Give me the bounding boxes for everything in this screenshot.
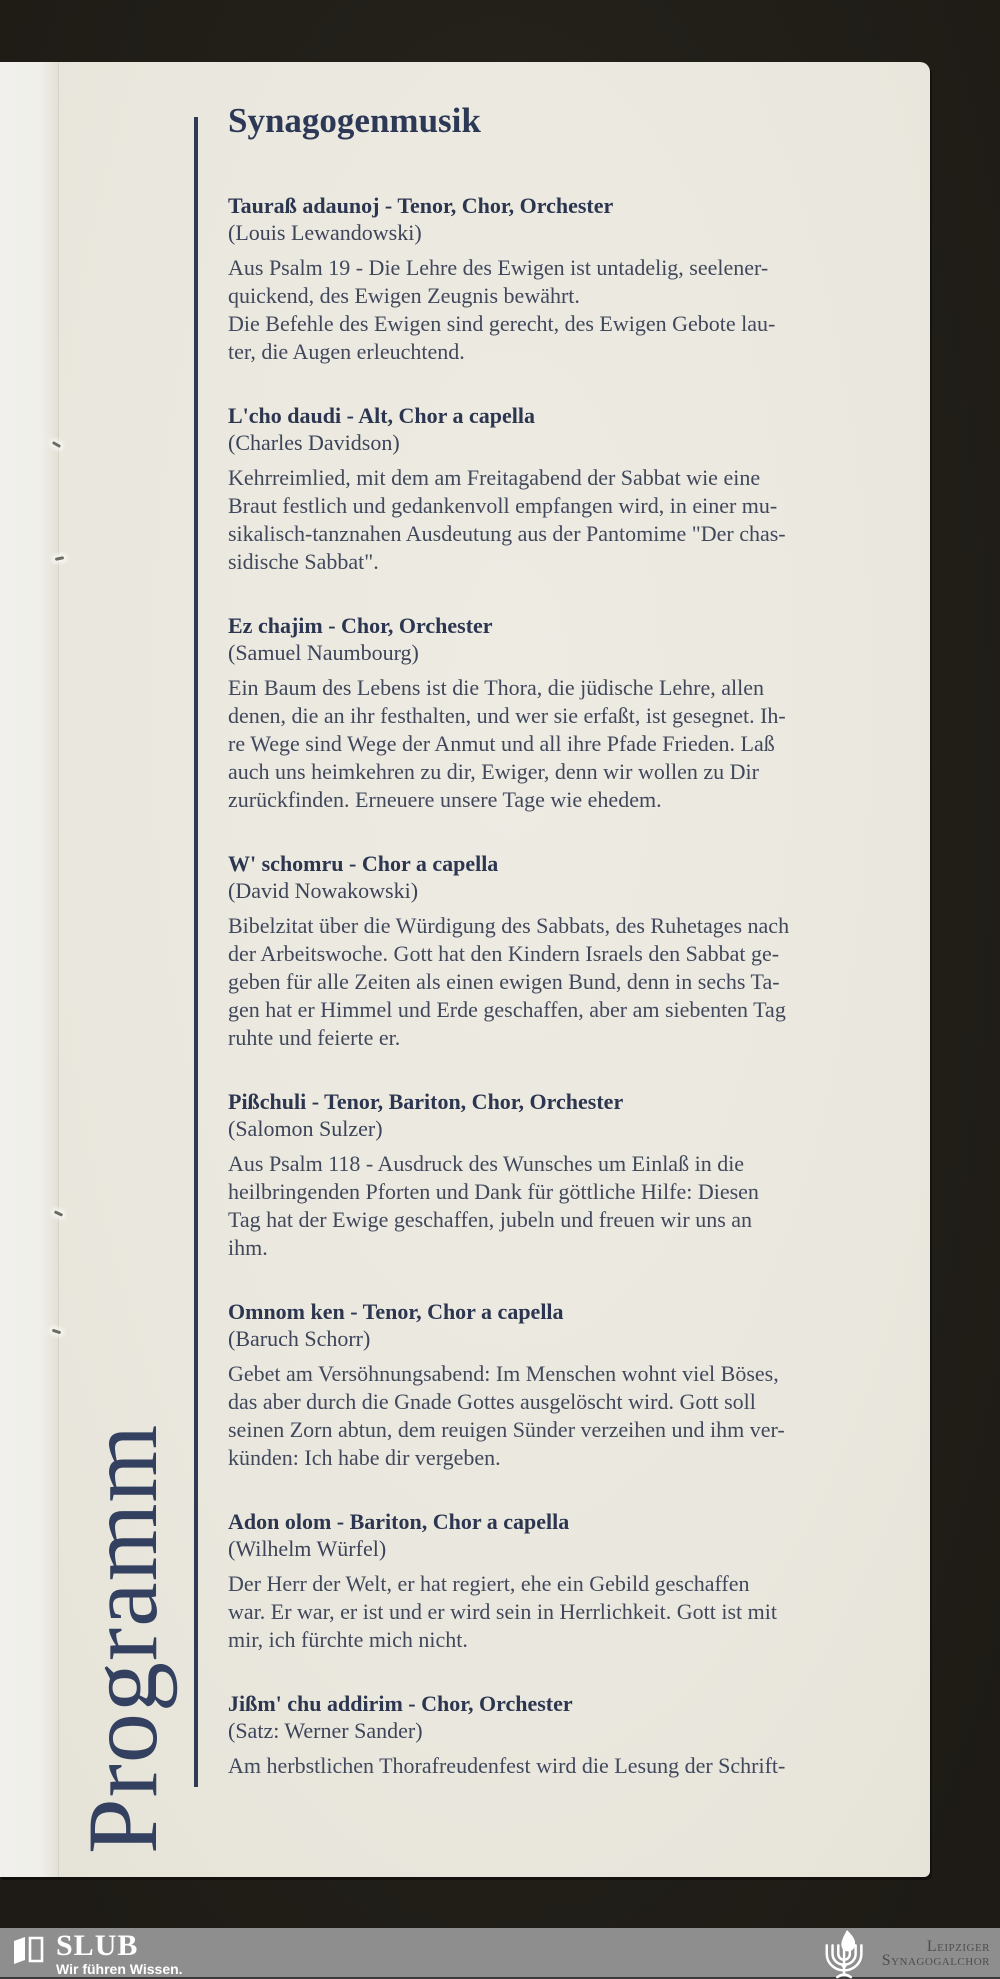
piece-title: Adon olom - Bariton, Chor a capella bbox=[228, 1509, 570, 1534]
piece-composer: (Baruch Schorr) bbox=[228, 1326, 371, 1351]
footer-bar bbox=[0, 1928, 1000, 1979]
piece-title: Omnom ken - Tenor, Chor a capella bbox=[228, 1299, 564, 1324]
program-entry bbox=[228, 1690, 888, 1780]
section-title: Synagogenmusik bbox=[228, 101, 481, 140]
page-fold-edge bbox=[0, 62, 59, 1877]
piece-description: Aus Psalm 19 - Die Lehre des Ewigen ist untadelig, seelener- quickend, des Ewigen Zeugnis bewährt. Die Befehle des Ewigen sind gerecht, des Ewigen Gebote lau- ter, die Augen erleuchtend. bbox=[228, 255, 776, 364]
program-entry bbox=[228, 1508, 888, 1654]
piece-title: W' schomru - Chor a capella bbox=[228, 851, 499, 876]
piece-title: Jißm' chu addirim - Chor, Orchester bbox=[228, 1691, 573, 1716]
piece-title: Ez chajim - Chor, Orchester bbox=[228, 613, 493, 638]
program-entry bbox=[228, 1088, 888, 1262]
piece-title: Tauraß adaunoj - Tenor, Chor, Orchester bbox=[228, 193, 614, 218]
program-entry bbox=[228, 850, 888, 1052]
piece-description: Ein Baum des Lebens ist die Thora, die jüdische Lehre, allen denen, die an ihr festhalten, und wer sie erfaßt, ist gesegnet. Ih- re Wege sind Wege der Anmut und all ihre Pfade Frieden. Laß auch uns heimkehren zu dir, Ewiger, denn wir wollen zu Dir zurückfinden. Erneuere unsere Tage wie ehedem. bbox=[228, 675, 786, 812]
program-entry bbox=[228, 402, 888, 576]
choir-name-line2: Synagogalchor bbox=[881, 1951, 990, 1969]
piece-composer: (Salomon Sulzer) bbox=[228, 1116, 383, 1141]
piece-composer: (Samuel Naumbourg) bbox=[228, 640, 419, 665]
piece-composer: (Louis Lewandowski) bbox=[228, 220, 422, 245]
program-entry bbox=[228, 192, 888, 366]
piece-composer: (David Nowakowski) bbox=[228, 878, 419, 903]
choir-name-line1: Leipziger bbox=[926, 1937, 990, 1955]
choir-logo bbox=[814, 1928, 990, 1979]
staple-mark bbox=[55, 556, 64, 561]
program-content bbox=[228, 102, 888, 1780]
menorah-icon bbox=[814, 1930, 878, 1979]
slub-book-icon bbox=[11, 1935, 45, 1967]
slub-tagline: Wir führen Wissen. bbox=[56, 1961, 183, 1977]
piece-description: Der Herr der Welt, er hat regiert, ehe ein Gebild geschaffen war. Er war, er ist und er wird sein in Herrlichkeit. Gott ist mit mir, ich fürchte mich nicht. bbox=[228, 1571, 777, 1652]
piece-composer: (Wilhelm Würfel) bbox=[228, 1536, 387, 1561]
piece-composer: (Satz: Werner Sander) bbox=[228, 1718, 423, 1743]
program-entry bbox=[228, 612, 888, 814]
programm-side-label: Programm bbox=[67, 1423, 178, 1854]
piece-description: Gebet am Versöhnungsabend: Im Menschen wohnt viel Böses, das aber durch die Gnade Gottes ausgelöscht wird. Gott soll seinen Zorn abtun, dem reuigen Sünder verzeihen und ihm ver- künden: Ich habe dir vergeben. bbox=[228, 1361, 785, 1470]
scanned-page bbox=[0, 62, 930, 1877]
piece-title: L'cho daudi - Alt, Chor a capella bbox=[228, 403, 536, 428]
slub-wordmark: SLUB bbox=[56, 1929, 139, 1962]
program-entry bbox=[228, 1298, 888, 1472]
slub-logo bbox=[11, 1931, 183, 1977]
piece-description: Aus Psalm 118 - Ausdruck des Wunsches um Einlaß in die heilbringenden Pforten und Dank für göttliche Hilfe: Diesen Tag hat der Ewige geschaffen, jubeln und freuen wir uns an ihm. bbox=[228, 1151, 759, 1260]
piece-description: Kehrreimlied, mit dem am Freitagabend der Sabbat wie eine Braut festlich und gedankenvoll empfangen wird, in einer mu- sikalisch-tanznahen Ausdeutung aus der Pantomime "Der chas- sidische Sabbat". bbox=[228, 465, 786, 574]
piece-description: Bibelzitat über die Würdigung des Sabbats, des Ruhetages nach der Arbeitswoche. Gott hat den Kindern Israels den Sabbat ge- geben für alle Zeiten als einen ewigen Bund, denn in sechs Ta- gen hat er Himmel und Erde geschaffen, aber am siebenten Tag ruhte und feierte er. bbox=[228, 913, 790, 1050]
piece-description: Am herbstlichen Thorafreudenfest wird die Lesung der Schrift- bbox=[228, 1753, 786, 1778]
choir-name bbox=[881, 1937, 990, 1969]
piece-title: Pißchuli - Tenor, Bariton, Chor, Orchester bbox=[228, 1089, 624, 1114]
piece-composer: (Charles Davidson) bbox=[228, 430, 400, 455]
vertical-rule bbox=[194, 117, 198, 1787]
